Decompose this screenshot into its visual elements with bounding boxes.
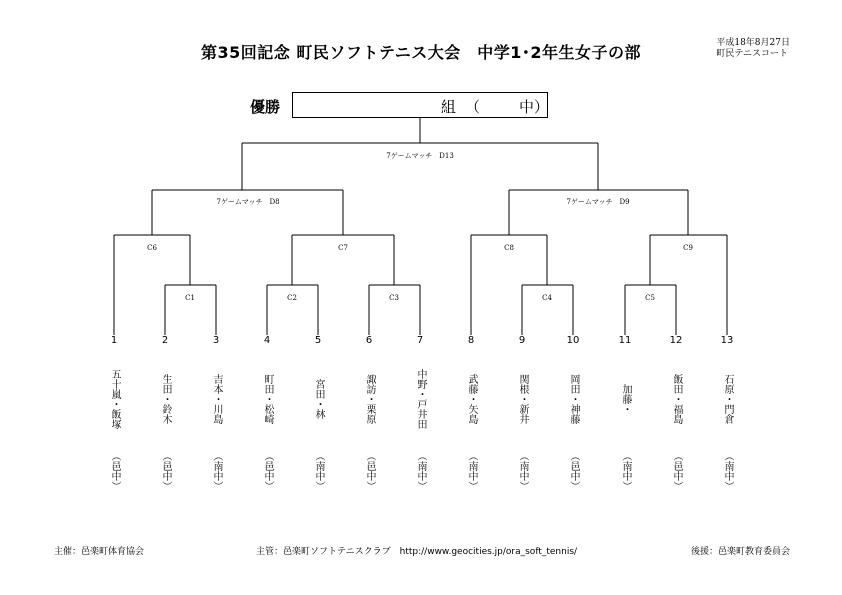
player-names: 加藤・ — [620, 384, 631, 414]
event-venue: 町民テニスコート — [716, 49, 788, 59]
player-number: 5 — [314, 335, 322, 346]
player-team: （南中） — [620, 451, 631, 491]
player-entry-3 — [209, 334, 223, 491]
match-label-final: 7ゲームマッチ D13 — [386, 152, 454, 160]
player-team: （南中） — [313, 451, 324, 491]
match-label-c6: C6 — [147, 244, 157, 252]
player-number: 12 — [669, 335, 683, 346]
winner-kumi: 組 — [441, 98, 457, 116]
player-team: （邑中） — [109, 451, 120, 491]
player-names: 生田・鈴木 — [160, 374, 171, 424]
player-names: 諏訪・栗原 — [364, 374, 375, 424]
winner-paren: （ — [465, 98, 481, 116]
player-names: 岡田・神藤 — [568, 374, 579, 424]
player-entry-4 — [260, 334, 274, 491]
player-entry-10 — [566, 334, 580, 491]
player-names: 武藤・矢島 — [466, 374, 477, 424]
player-names: 中野・戸井田 — [415, 369, 426, 429]
player-number: 3 — [212, 335, 220, 346]
player-number: 9 — [518, 335, 526, 346]
player-entry-7 — [413, 334, 427, 491]
player-entry-6 — [362, 334, 376, 491]
player-names: 飯田・福島 — [671, 374, 682, 424]
match-label-c3: C3 — [389, 294, 399, 302]
winner-chu: 中） — [519, 98, 550, 116]
player-team: （邑中） — [671, 451, 682, 491]
player-number: 10 — [566, 335, 580, 346]
footer-organizer: 主催：邑楽町体育協会 — [54, 547, 145, 557]
footer-manager: 主管：邑楽町ソフトテニスクラブ http://www.geocities.jp/ora_soft_tennis/ — [256, 547, 578, 557]
match-label-c2: C2 — [287, 294, 297, 302]
match-label-c1: C1 — [185, 294, 195, 302]
player-entry-12 — [669, 334, 683, 491]
player-number: 13 — [720, 335, 734, 346]
player-number: 2 — [161, 335, 169, 346]
match-label-c8: C8 — [504, 244, 514, 252]
player-team: （邑中） — [262, 451, 273, 491]
player-team: （南中） — [415, 451, 426, 491]
player-team: （南中） — [211, 451, 222, 491]
match-label-c5: C5 — [645, 294, 655, 302]
player-number: 4 — [263, 335, 271, 346]
match-label-c9: C9 — [683, 244, 693, 252]
player-names: 吉本・川島 — [211, 374, 222, 424]
player-entry-8 — [464, 334, 478, 491]
winner-label: 優勝 — [250, 98, 281, 116]
page-title: 第35回記念 町民ソフトテニス大会 中学1･2年生女子の部 — [201, 43, 641, 62]
player-team: （南中） — [466, 451, 477, 491]
match-label-semi-left: 7ゲームマッチ D8 — [216, 198, 280, 206]
player-number: 8 — [467, 335, 475, 346]
player-number: 11 — [618, 335, 632, 346]
player-names: 石原・門倉 — [722, 374, 733, 424]
player-entry-9 — [515, 334, 529, 491]
player-team: （邑中） — [160, 451, 171, 491]
match-label-c7: C7 — [338, 244, 348, 252]
player-number: 1 — [110, 335, 118, 346]
player-names: 宮田・林 — [313, 379, 324, 419]
player-names: 五十嵐・飯塚 — [109, 369, 120, 429]
player-number: 6 — [365, 335, 373, 346]
match-label-c4: C4 — [542, 294, 552, 302]
player-names: 関根・新井 — [517, 374, 528, 424]
player-team: （南中） — [517, 451, 528, 491]
footer-sponsor: 後援：邑楽町教育委員会 — [690, 547, 790, 557]
match-label-semi-right: 7ゲームマッチ D9 — [566, 198, 630, 206]
player-entry-1 — [107, 334, 121, 491]
player-team: （南中） — [722, 451, 733, 491]
event-date: 平成18年8月27日 — [716, 38, 790, 48]
player-names: 町田・松崎 — [262, 374, 273, 424]
player-entry-13 — [720, 334, 734, 491]
player-entry-11 — [618, 334, 632, 491]
player-team: （邑中） — [364, 451, 375, 491]
player-team: （邑中） — [568, 451, 579, 491]
player-entry-5 — [311, 334, 325, 491]
player-number: 7 — [416, 335, 424, 346]
player-entry-2 — [158, 334, 172, 491]
